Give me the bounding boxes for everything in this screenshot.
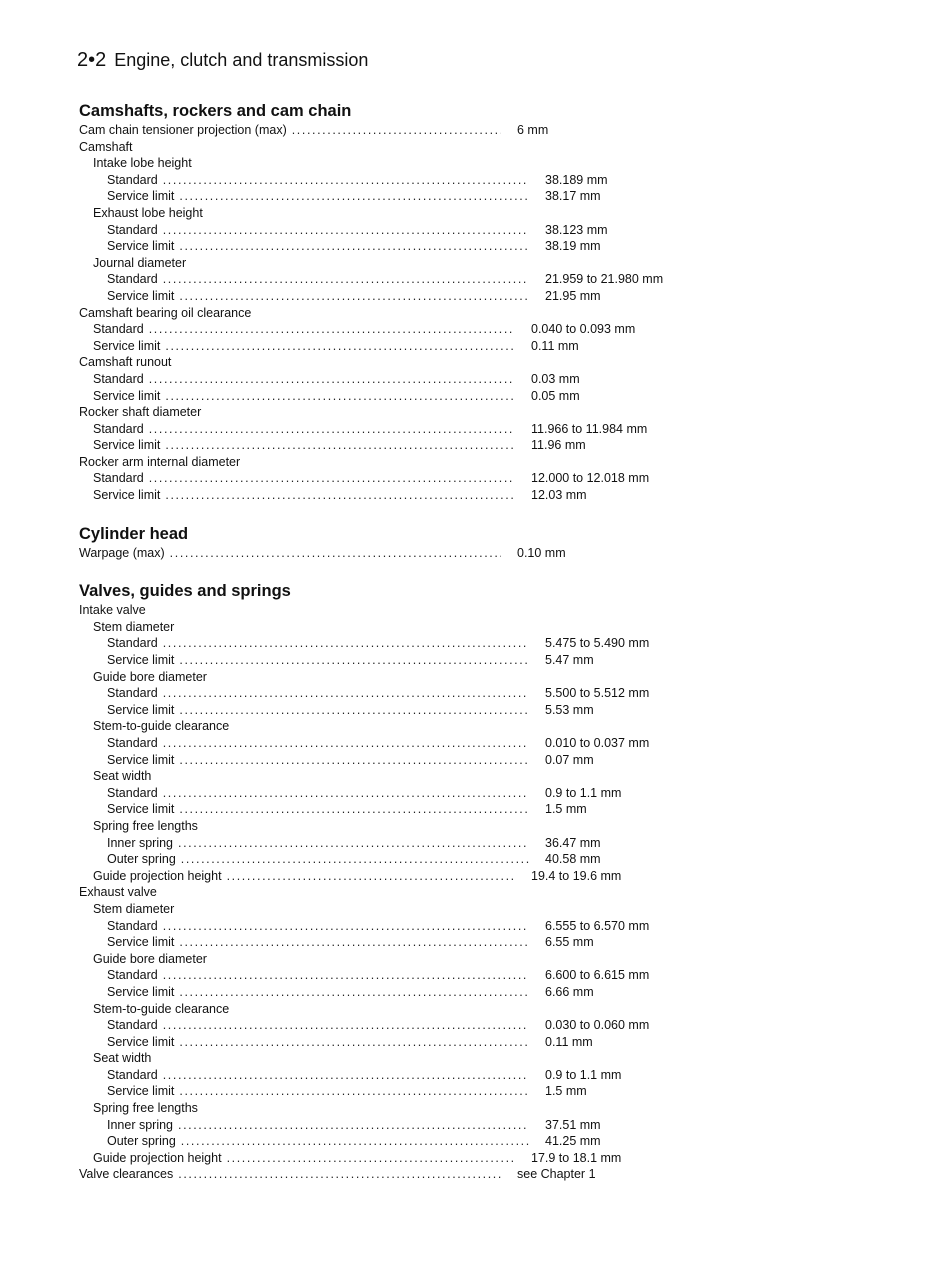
spec-label-wrap <box>79 602 503 619</box>
dot-leader <box>165 338 515 355</box>
spec-label: Service limit <box>93 388 161 403</box>
spec-group-label <box>79 901 679 918</box>
spec-label: Rocker arm internal diameter <box>79 454 241 469</box>
spec-row <box>79 172 679 189</box>
page-header <box>77 49 368 73</box>
dot-leader <box>181 1133 529 1150</box>
spec-value: 21.95 mm <box>545 288 601 303</box>
dot-leader <box>178 835 529 852</box>
spec-row <box>79 1117 679 1134</box>
spec-label-wrap <box>79 1034 531 1051</box>
dot-leader <box>149 421 515 438</box>
spec-label-wrap <box>79 984 531 1001</box>
spec-label: Inner spring <box>107 835 174 850</box>
dot-leader <box>179 801 529 818</box>
spec-group-label <box>79 818 679 835</box>
spec-value: 0.010 to 0.037 mm <box>545 736 650 750</box>
spec-label: Warpage (max) <box>79 545 165 560</box>
spec-group-label <box>79 1050 679 1067</box>
spec-label: Service limit <box>93 338 161 353</box>
spec-value: 0.03 mm <box>531 371 580 386</box>
spec-value: 19.4 to 19.6 mm <box>531 868 622 883</box>
spec-label: Seat width <box>93 769 152 784</box>
dot-leader <box>170 545 501 562</box>
section-heading: Cylinder head <box>79 524 189 543</box>
spec-label: Standard <box>107 736 158 750</box>
spec-group-label <box>79 602 679 619</box>
spec-label: Stem diameter <box>93 901 175 916</box>
spec-group-label <box>79 768 679 785</box>
spec-group-label <box>79 619 679 636</box>
spec-label: Outer spring <box>107 1134 176 1149</box>
spec-label: Camshaft runout <box>79 355 172 370</box>
dot-leader <box>163 635 529 652</box>
spec-label: Service limit <box>107 189 175 204</box>
spec-label-wrap <box>79 222 531 239</box>
spec-value: 6.55 mm <box>545 935 594 950</box>
spec-label: Standard <box>93 421 144 436</box>
spec-label: Valve clearances <box>79 1167 174 1182</box>
spec-label: Cam chain tensioner projection (max) <box>79 123 287 137</box>
dot-leader <box>179 1034 529 1051</box>
dot-leader <box>163 785 529 802</box>
spec-label-wrap <box>79 785 531 802</box>
spec-label-wrap <box>79 1050 517 1067</box>
spec-row <box>79 437 679 454</box>
spec-value: 5.47 mm <box>545 653 594 668</box>
spec-value: 11.96 mm <box>531 438 586 453</box>
spec-label-wrap <box>79 188 531 205</box>
spec-row <box>79 851 679 868</box>
dot-leader <box>179 238 529 255</box>
spec-value: 0.05 mm <box>531 388 580 403</box>
dot-leader <box>149 321 515 338</box>
spec-value: 38.123 mm <box>545 222 608 237</box>
spec-value: 6.66 mm <box>545 984 594 999</box>
dot-leader <box>181 851 529 868</box>
spec-label: Stem diameter <box>93 619 175 634</box>
spec-value: 0.11 mm <box>545 1034 593 1049</box>
spec-value: 11.966 to 11.984 mm <box>531 421 648 436</box>
spec-label-wrap <box>79 835 531 852</box>
spec-label-wrap <box>79 305 503 322</box>
spec-label-wrap <box>79 487 517 504</box>
spec-group-label <box>79 205 679 222</box>
dot-leader <box>163 1067 529 1084</box>
spec-label-wrap <box>79 868 517 885</box>
spec-label: Outer spring <box>107 852 176 867</box>
spec-row <box>79 122 679 139</box>
spec-label: Standard <box>107 172 158 187</box>
spec-row <box>79 470 679 487</box>
spec-label-wrap <box>79 801 531 818</box>
spec-section <box>79 523 679 562</box>
spec-label: Service limit <box>107 752 175 767</box>
spec-label-wrap <box>79 619 517 636</box>
spec-label: Exhaust valve <box>79 885 157 900</box>
spec-label: Intake lobe height <box>93 156 192 171</box>
dot-leader <box>179 288 529 305</box>
spec-value: 0.9 to 1.1 mm <box>545 785 622 800</box>
dot-leader <box>149 371 515 388</box>
chapter-title: Engine, clutch and transmission <box>114 50 369 70</box>
spec-row <box>79 735 679 752</box>
spec-label-wrap <box>79 371 517 388</box>
spec-row <box>79 984 679 1001</box>
dot-leader <box>165 487 515 504</box>
dot-leader <box>163 222 529 239</box>
spec-value: 38.17 mm <box>545 189 601 204</box>
spec-label: Standard <box>93 371 144 386</box>
spec-label-wrap <box>79 735 531 752</box>
spec-label: Guide bore diameter <box>93 669 207 684</box>
spec-value: 1.5 mm <box>545 1084 587 1099</box>
dot-leader <box>179 1083 529 1100</box>
spec-value: 36.47 mm <box>545 835 601 850</box>
spec-label-wrap <box>79 718 517 735</box>
spec-label: Stem-to-guide clearance <box>93 719 230 734</box>
dot-leader <box>165 437 515 454</box>
spec-group-label <box>79 404 679 421</box>
spec-label: Standard <box>93 322 144 337</box>
dot-leader <box>163 172 529 189</box>
spec-row <box>79 1034 679 1051</box>
spec-row <box>79 752 679 769</box>
spec-label: Intake valve <box>79 603 146 618</box>
spec-label-wrap <box>79 851 531 868</box>
spec-group-label <box>79 669 679 686</box>
spec-label: Stem-to-guide clearance <box>93 1001 230 1016</box>
spec-label-wrap <box>79 354 503 371</box>
spec-value: 38.189 mm <box>545 172 608 187</box>
spec-label: Standard <box>107 918 158 933</box>
spec-label: Journal diameter <box>93 255 187 270</box>
spec-label-wrap <box>79 1067 531 1084</box>
spec-row <box>79 835 679 852</box>
dot-leader <box>163 735 529 752</box>
spec-label-wrap <box>79 271 531 288</box>
spec-label: Service limit <box>107 702 175 717</box>
spec-value: 5.475 to 5.490 mm <box>545 636 650 651</box>
spec-value: 6 mm <box>517 123 549 137</box>
spec-value: 17.9 to 18.1 mm <box>531 1150 622 1165</box>
spec-label: Spring free lengths <box>93 1101 198 1116</box>
spec-label-wrap <box>79 934 531 951</box>
spec-label: Standard <box>107 686 158 701</box>
spec-row <box>79 967 679 984</box>
spec-row <box>79 388 679 405</box>
spec-label: Spring free lengths <box>93 818 198 833</box>
spec-label: Service limit <box>93 438 161 453</box>
spec-label: Service limit <box>107 653 175 668</box>
spec-label: Guide bore diameter <box>93 951 207 966</box>
spec-group-label <box>79 1001 679 1018</box>
spec-label-wrap <box>79 1117 531 1134</box>
spec-label-wrap <box>79 454 503 471</box>
dot-leader <box>179 984 529 1001</box>
spec-group-label <box>79 155 679 172</box>
spec-label-wrap <box>79 155 517 172</box>
spec-label-wrap <box>79 1100 517 1117</box>
spec-label-wrap <box>79 1166 503 1183</box>
spec-label: Service limit <box>107 802 175 817</box>
spec-label-wrap <box>79 1083 531 1100</box>
dot-leader <box>179 702 529 719</box>
spec-value: 5.53 mm <box>545 702 594 717</box>
spec-label-wrap <box>79 1150 517 1167</box>
spec-row <box>79 271 679 288</box>
spec-group-label <box>79 305 679 322</box>
spec-label: Standard <box>93 471 144 486</box>
spec-label-wrap <box>79 967 531 984</box>
spec-content <box>79 100 679 1183</box>
spec-row <box>79 635 679 652</box>
spec-value: 40.58 mm <box>545 852 601 867</box>
spec-label: Standard <box>107 1067 158 1082</box>
spec-value: 38.19 mm <box>545 239 601 254</box>
spec-label-wrap <box>79 338 517 355</box>
spec-label-wrap <box>79 768 517 785</box>
spec-label-wrap <box>79 635 531 652</box>
spec-label: Service limit <box>107 1084 175 1099</box>
spec-label-wrap <box>79 685 531 702</box>
spec-label-wrap <box>79 205 517 222</box>
dot-leader <box>149 470 515 487</box>
dot-leader <box>163 685 529 702</box>
spec-label-wrap <box>79 752 531 769</box>
dot-leader <box>163 271 529 288</box>
spec-row <box>79 801 679 818</box>
spec-group-label <box>79 255 679 272</box>
spec-row <box>79 918 679 935</box>
spec-row <box>79 1133 679 1150</box>
spec-label-wrap <box>79 884 503 901</box>
spec-value: 0.030 to 0.060 mm <box>545 1018 650 1033</box>
dot-leader <box>179 188 529 205</box>
spec-group-label <box>79 139 679 156</box>
spec-group-label <box>79 354 679 371</box>
spec-row <box>79 785 679 802</box>
spec-label: Standard <box>107 222 158 237</box>
spec-group-label <box>79 718 679 735</box>
spec-row <box>79 1067 679 1084</box>
spec-section <box>79 580 679 1183</box>
spec-row <box>79 371 679 388</box>
spec-label-wrap <box>79 255 517 272</box>
spec-value: 5.500 to 5.512 mm <box>545 686 650 701</box>
spec-label: Service limit <box>107 935 175 950</box>
dot-leader <box>227 1150 515 1167</box>
spec-label: Camshaft bearing oil clearance <box>79 305 252 320</box>
spec-label-wrap <box>79 122 503 139</box>
section-heading: Valves, guides and springs <box>79 582 291 601</box>
spec-row <box>79 487 679 504</box>
spec-row <box>79 338 679 355</box>
spec-group-label <box>79 951 679 968</box>
spec-label-wrap <box>79 1133 531 1150</box>
dot-leader <box>163 918 529 935</box>
dot-leader <box>165 388 515 405</box>
spec-label-wrap <box>79 437 517 454</box>
spec-row <box>79 1083 679 1100</box>
spec-row <box>79 222 679 239</box>
spec-row <box>79 934 679 951</box>
section-heading: Camshafts, rockers and cam chain <box>79 102 352 120</box>
spec-row <box>79 288 679 305</box>
spec-value: 12.000 to 12.018 mm <box>531 471 650 486</box>
spec-label-wrap <box>79 669 517 686</box>
page-number: 2•2 <box>77 49 107 71</box>
spec-group-label <box>79 884 679 901</box>
spec-label-wrap <box>79 321 517 338</box>
spec-label-wrap <box>79 288 531 305</box>
spec-label-wrap <box>79 652 531 669</box>
spec-label-wrap <box>79 470 517 487</box>
dot-leader <box>178 1117 529 1134</box>
spec-value: 6.555 to 6.570 mm <box>545 918 650 933</box>
spec-label: Rocker shaft diameter <box>79 405 202 420</box>
spec-label: Standard <box>107 272 158 287</box>
spec-value: 0.11 mm <box>531 338 579 353</box>
spec-row <box>79 685 679 702</box>
spec-row <box>79 1150 679 1167</box>
spec-group-label <box>79 454 679 471</box>
dot-leader <box>292 122 501 139</box>
spec-label-wrap <box>79 702 531 719</box>
spec-label: Standard <box>107 968 158 983</box>
spec-label-wrap <box>79 951 517 968</box>
spec-value: 0.10 mm <box>517 545 566 560</box>
dot-leader <box>179 752 529 769</box>
spec-label: Service limit <box>93 488 161 503</box>
spec-label: Exhaust lobe height <box>93 205 203 220</box>
spec-row <box>79 321 679 338</box>
spec-section <box>79 100 679 504</box>
spec-row <box>79 545 679 562</box>
spec-label-wrap <box>79 918 531 935</box>
spec-value: 12.03 mm <box>531 488 587 503</box>
spec-row <box>79 868 679 885</box>
spec-row <box>79 702 679 719</box>
spec-value: 0.07 mm <box>545 752 594 767</box>
spec-label: Service limit <box>107 984 175 999</box>
spec-label-wrap <box>79 172 531 189</box>
spec-label: Seat width <box>93 1051 152 1066</box>
spec-label: Service limit <box>107 288 175 303</box>
dot-leader <box>178 1166 501 1183</box>
spec-label: Standard <box>107 636 158 651</box>
spec-label: Service limit <box>107 239 175 254</box>
spec-group-label <box>79 1100 679 1117</box>
dot-leader <box>179 652 529 669</box>
spec-label: Standard <box>107 785 158 800</box>
spec-value: 21.959 to 21.980 mm <box>545 272 664 287</box>
spec-label-wrap <box>79 388 517 405</box>
spec-label-wrap <box>79 139 503 156</box>
dot-leader <box>227 868 515 885</box>
spec-label-wrap <box>79 1017 531 1034</box>
spec-value: see Chapter 1 <box>517 1167 596 1182</box>
dot-leader <box>163 1017 529 1034</box>
spec-label: Guide projection height <box>93 1150 222 1165</box>
spec-value: 0.9 to 1.1 mm <box>545 1067 622 1082</box>
spec-value: 6.600 to 6.615 mm <box>545 968 650 983</box>
spec-label: Camshaft <box>79 139 133 154</box>
spec-label: Service limit <box>107 1034 175 1049</box>
spec-label-wrap <box>79 404 503 421</box>
spec-row <box>79 1017 679 1034</box>
spec-label-wrap <box>79 901 517 918</box>
spec-row <box>79 1166 679 1183</box>
spec-label-wrap <box>79 545 503 562</box>
spec-value: 41.25 mm <box>545 1134 601 1149</box>
spec-label-wrap <box>79 238 531 255</box>
spec-label: Inner spring <box>107 1117 174 1132</box>
spec-label: Guide projection height <box>93 868 222 883</box>
spec-label-wrap <box>79 1001 517 1018</box>
spec-value: 37.51 mm <box>545 1117 601 1132</box>
spec-row <box>79 238 679 255</box>
spec-label-wrap <box>79 421 517 438</box>
spec-row <box>79 652 679 669</box>
spec-label: Standard <box>107 1018 158 1033</box>
spec-value: 0.040 to 0.093 mm <box>531 322 636 337</box>
dot-leader <box>163 967 529 984</box>
spec-label-wrap <box>79 818 517 835</box>
spec-value: 1.5 mm <box>545 802 587 817</box>
dot-leader <box>179 934 529 951</box>
spec-row <box>79 421 679 438</box>
spec-row <box>79 188 679 205</box>
